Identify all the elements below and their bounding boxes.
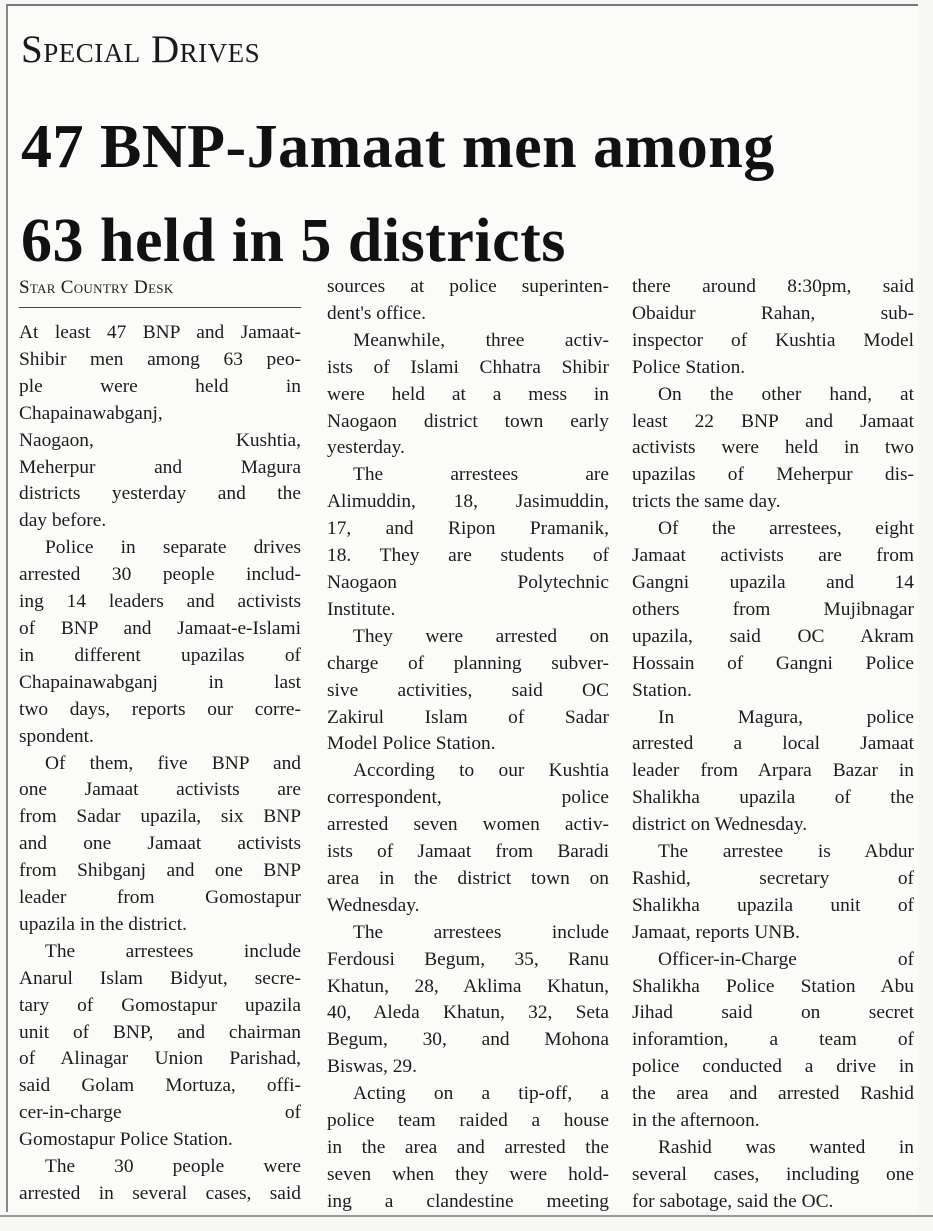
article-line: several cases, including one [632,1163,914,1185]
article-line: two days, reports our corre- [19,698,301,720]
article-line: leader from Arpara Bazar in [632,760,914,782]
headline [21,100,921,288]
article-line: 40, Aleda Khatun, 32, Seta [327,1002,609,1024]
article-line: leader from Gomostapur [19,887,301,909]
article-line: and one Jamaat activists [19,833,301,855]
article-line: Gangni upazila and 14 [632,571,914,593]
article-line: in the area and arrested the [327,1137,609,1158]
article-line: Hossain of Gangni Police [632,652,914,674]
article-line: upazila in the district. [19,913,188,935]
article-line: district on Wednesday. [632,814,808,836]
article-line: arrested 30 people includ- [19,564,301,586]
article-line: arrested a local Jamaat [632,733,914,755]
article-line: districts yesterday and the [19,483,301,505]
article-line: Shalikha Police Station Abu [632,975,914,997]
article-line: 18. They are students of [327,545,609,567]
article-line: area in the district town on [327,867,609,889]
article-line: dent's office. [327,302,426,324]
article-line: Model Police Station. [327,733,496,755]
article-line: Officer-in-Charge of [658,948,914,970]
section-kicker: Special Drives [21,28,261,71]
article-line: ing 14 leaders and activists [19,591,301,613]
article-line: At least 47 BNP and Jamaat- [19,322,301,343]
article-line: spondent. [19,725,94,747]
article-line: Chapainawabganj in last [19,671,301,693]
article-line: Of them, five BNP and [45,752,301,774]
article-line: On the other hand, at [658,383,914,405]
article-line: Police Station. [632,356,746,378]
article-line: Naogaon district town early [327,410,609,432]
article-line: of Alinagar Union Parishad, [19,1048,301,1070]
article-line: Begum, 30, and Mohona [327,1029,609,1051]
article-line: tricts the same day. [632,491,781,513]
article-line: Khatun, 28, Aklima Khatun, [327,975,609,997]
article-line: were held at a mess in [327,383,609,405]
article-line: least 22 BNP and Jamaat [632,410,914,432]
article-line: of BNP and Jamaat-e-Islami [19,617,301,639]
article-line: Jihad said on secret [632,1002,914,1024]
article-line: Rashid was wanted in [658,1137,914,1158]
article-line: ing a clandestine meeting [327,1190,609,1212]
article-line: upazila, said OC Akram [632,625,914,647]
article-line: Shibir men among 63 peo- [19,348,301,370]
article-line: Meherpur and Magura [19,456,301,478]
article-column-1 [19,274,301,1208]
article-line: The arrestee is Abdur [658,841,914,863]
article-line: In Magura, police [658,706,914,728]
article-line: Of the arrestees, eight [658,518,914,540]
article-line: sources at police superinten- [327,276,609,297]
article-line: from Sadar upazila, six BNP [19,806,301,828]
article-line: Anarul Islam Bidyut, secre- [19,967,301,989]
article-line: seven when they were hold- [327,1163,609,1185]
article-line: Institute. [327,598,396,620]
article-line: Acting on a tip-off, a [353,1083,609,1105]
article-line: Naogaon Polytechnic [327,571,609,593]
article-line: upazilas of Meherpur dis- [632,464,914,486]
article-line: in different upazilas of [19,644,301,666]
article-line: Meanwhile, three activ- [353,329,609,351]
article-line: activists were held in two [632,437,914,459]
article-line: The arrestees include [45,940,301,962]
article-line: They were arrested on [353,625,609,647]
article-line: inspector of Kushtia Model [632,329,914,351]
article-line: from Shibganj and one BNP [19,860,301,882]
article-line: charge of planning subver- [327,652,609,674]
article-line: arrested seven women activ- [327,814,609,836]
article-line: cer-in-charge of [19,1102,301,1124]
article-line: Biswas, 29. [327,1056,417,1078]
headline-line-1: 47 BNP-Jamaat men among [21,113,775,181]
article-line: ple were held in [19,375,301,397]
article-line: Wednesday. [327,894,420,916]
byline: Star Country Desk [19,277,174,298]
article-column-2 [327,274,609,1216]
article-line: Obaidur Rahan, sub- [632,302,914,324]
article-line: The arrestees are [353,464,609,486]
article-line: the area and arrested Rashid [632,1083,914,1105]
article-line: for sabotage, said the OC. [632,1190,834,1212]
article-line: Gomostapur Police Station. [19,1129,233,1151]
article-line: Station. [632,679,692,701]
article-line: sive activities, said OC [327,679,609,701]
article-line: police conducted a drive in [632,1056,914,1078]
article-line: 17, and Ripon Pramanik, [327,518,609,540]
article-line: Chapainawabganj, [19,402,163,424]
article-line: Police in separate drives [45,537,301,559]
article-line: Ferdousi Begum, 35, Ranu [327,948,609,970]
article-line: Jamaat activists are from [632,545,914,567]
article-line: Naogaon, Kushtia, [19,429,301,451]
article-line: arrested in several cases, said [19,1183,301,1204]
headline-line-2: 63 held in 5 districts [21,207,566,275]
article-line: Zakirul Islam of Sadar [327,706,609,728]
article-line: ists of Islami Chhatra Shibir [327,356,609,378]
article-column-3 [632,274,914,1216]
article-line: there around 8:30pm, said [632,276,914,297]
byline-rule [19,307,301,308]
article-line: inforamtion, a team of [632,1029,914,1051]
article-line: one Jamaat activists are [19,779,301,801]
article-line: Rashid, secretary of [632,867,914,889]
article-line: yesterday. [327,437,405,459]
article-line: Alimuddin, 18, Jasimuddin, [327,491,609,513]
article-line: others from Mujibnagar [632,598,914,620]
article-line: tary of Gomostapur upazila [19,994,301,1016]
article-line: in the afternoon. [632,1110,760,1132]
article-line: unit of BNP, and chairman [19,1021,301,1043]
article-line: ists of Jamaat from Baradi [327,841,609,863]
article-line: correspondent, police [327,787,609,809]
article-line: police team raided a house [327,1110,609,1132]
article-line: said Golam Mortuza, offi- [19,1075,301,1097]
article-line: The arrestees include [353,921,609,943]
article-line: day before. [19,510,107,532]
article-line: Jamaat, reports UNB. [632,921,801,943]
article-line: The 30 people were [45,1156,301,1178]
article-line: Shalikha upazila of the [632,787,914,809]
article-line: According to our Kushtia [353,760,609,782]
article-line: Shalikha upazila unit of [632,894,914,916]
